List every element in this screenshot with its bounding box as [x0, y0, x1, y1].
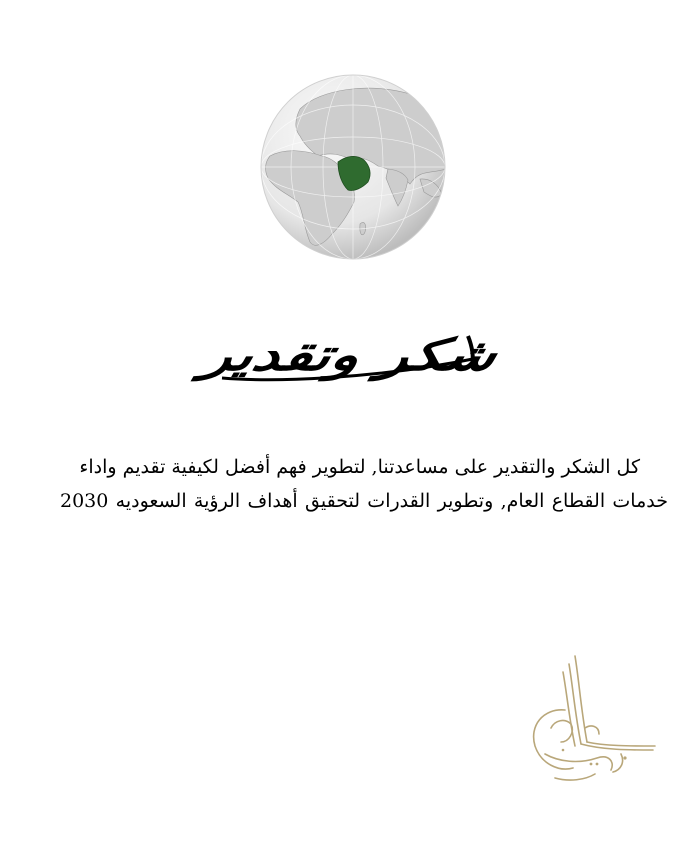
- paragraph-line-1: كل الشكر والتقدير على مساعدتنا, لتطوير فهم أفضل لكيفية تقديم واداء: [79, 456, 640, 478]
- thanks-paragraph: [60, 450, 668, 518]
- heading-text: شكر وتقدير: [198, 329, 502, 381]
- globe-image: [260, 74, 446, 260]
- signature-tughra-icon: [525, 650, 665, 790]
- signature-image: [525, 650, 665, 790]
- paragraph-line-2: خدمات القطاع العام, وتطوير القدرات لتحقيق أهداف الرؤية السعوديه 2030: [60, 490, 668, 512]
- page-heading: [198, 322, 502, 388]
- globe-icon: [260, 74, 446, 260]
